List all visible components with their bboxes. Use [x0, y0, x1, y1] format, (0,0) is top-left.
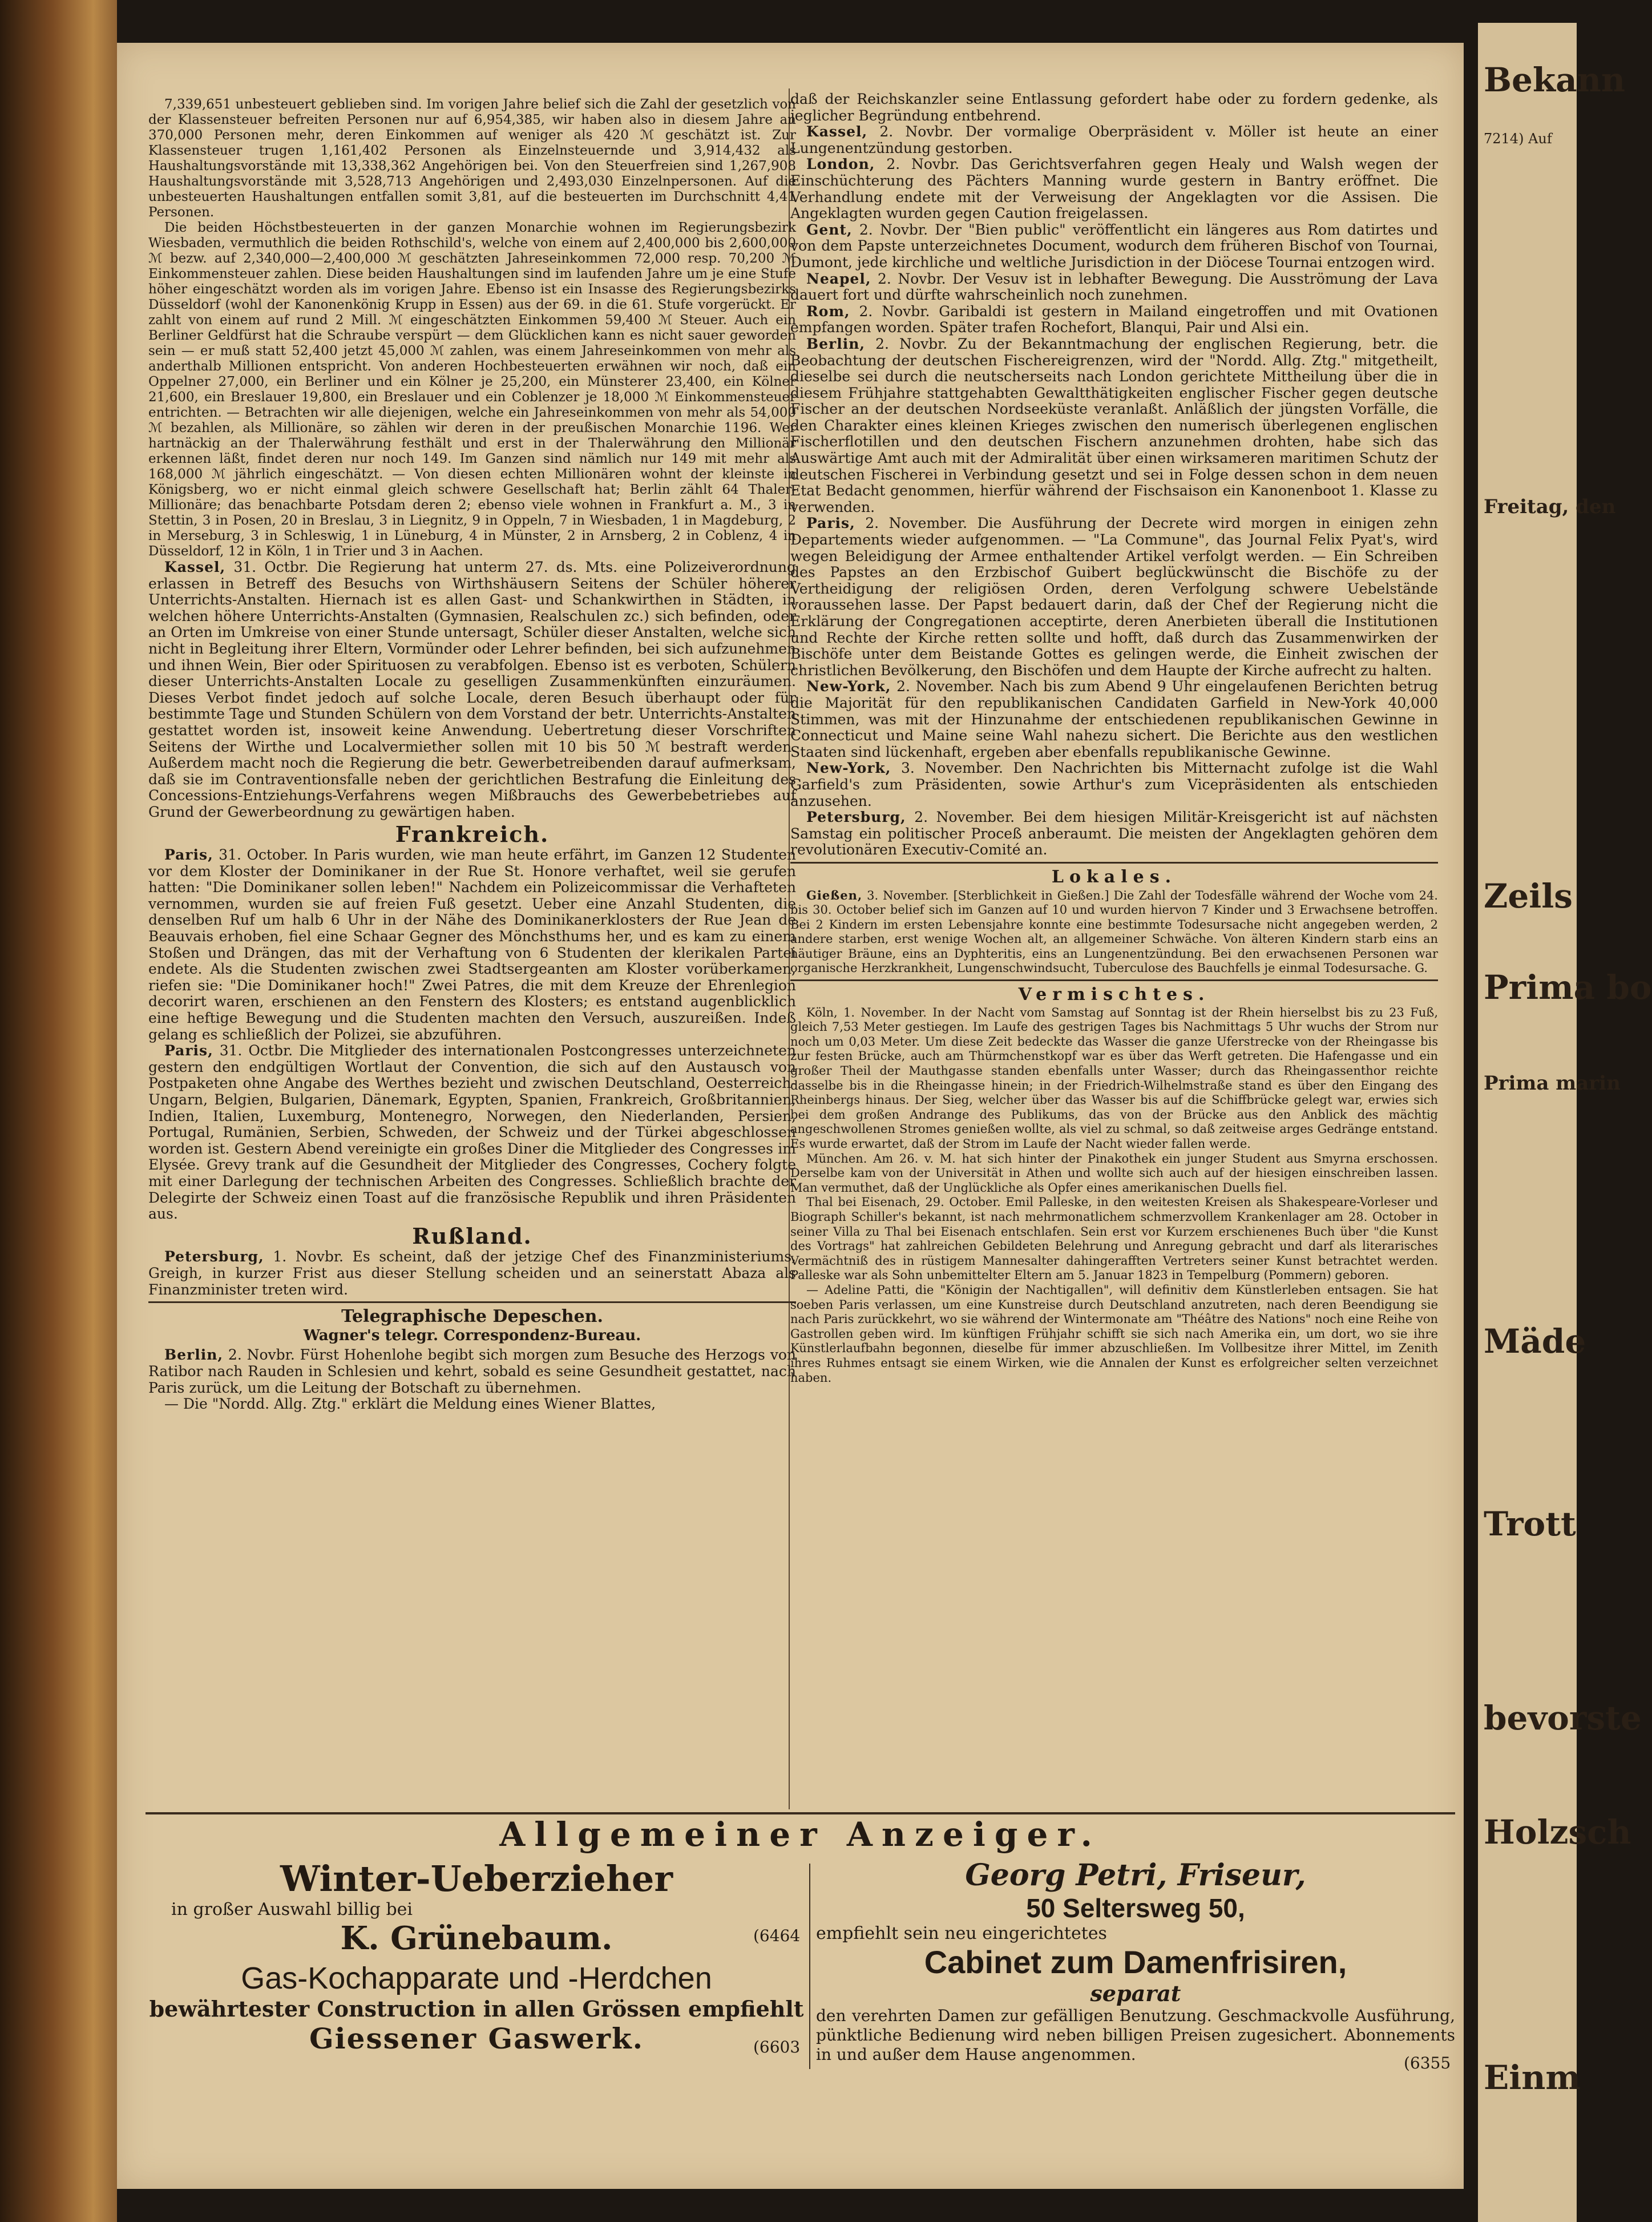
ad-subtitle: separat — [1090, 1981, 1181, 2006]
article-new-york — [790, 679, 1438, 760]
article-thal: Thal bei Eisenach, 29. October. Emil Palleske, in den weitesten Kreisen als Shakespeare-Vorleser und Biograph Schiller's bekannt, ist nach mehrmonatlichem schmerzvollem Krankenlager am 28. October in seiner Villa zu Thal bei Eisenach entschlafen. Sein erst vor Kurzem erschienenes Buch über "die Kunst des Vortrags" hat zahlreichen Gebildeten Belehrung und Anregung gebracht und darf als literarisches Vermächtniß des in rüstigem Mannesalter dahingerafften Vertreters seiner Kunst betrachtet werden. Palleske war als Sohn unbemittelter Eltern am 5. Januar 1823 in Tempelburg (Pommern) geboren. — [790, 1195, 1438, 1283]
article-new-york — [790, 760, 1438, 809]
section-heading-russland: Rußland. — [412, 1223, 532, 1249]
dateline-city: Neapel, — [806, 270, 871, 287]
article-paragraph: Die beiden Höchstbesteuerten in der ganzen Monarchie wohnen im Regierungsbezirk Wiesbaden, vermuthlich die beiden Rothschild's, welche von einem auf 2,400,000 bis 2,600,000 ℳ bezw. auf 2,340,000—2,400,000 ℳ geschätzten Jahreseinkommen 72,000 resp. 70,200 ℳ Einkommensteuer zahlen. Diese beiden Haushaltungen sind im laufenden Jahre um je eine Stufe höher eingeschätzt worden als im vorigen Jahre. Ebenso ist ein Insasse des Regierungsbezirks Düsseldorf (wohl der Kanonenkönig Krupp in Essen) aus der 69. in die 61. Stufe vorgerückt. Er zahlt von einem auf rund 2 Mill. ℳ eingeschätzten Einkommen 59,400 ℳ Steuer. Auch ein Berliner Geldfürst hat die Schraube verspürt — dem Glücklichen kann es nicht sauer geworden sein — er muß statt 52,400 jetzt 45,000 ℳ zahlen, was einem Jahreseinkommen von mehr als anderthalb Millionen entspricht. Von anderen Hochbesteuerten erwähnen wir noch, daß ein Oppelner 27,000, ein Berliner und ein Kölner je 25,200, ein Münsterer 23,400, ein Kölner 21,600, ein Breslauer 19,800, ein Breslauer und ein Coblenzer je 18,000 ℳ Einkommensteuer entrichten. — Betrachten wir alle diejenigen, welche ein Jahreseinkommen von mehr als 54,000 ℳ bezahlen, als Millionäre, so zählen wir deren in der preußischen Monarchie 1196. Wer hartnäckig an der Thalerwährung festhält und erst in der Thalerwährung den Millionär erkennen läßt, findet deren nur noch 149. Im Ganzen sind nämlich nur 149 mit mehr als 168,000 ℳ jährlich eingeschätzt. — Von diesen echten Millionären wohnt der kleinste in Königsberg, wo er nicht einmal gleich schwere Gesellschaft hat; Berlin zählt 64 Thaler-Millionäre; das benachbarte Potsdam deren 2; ebenso viele wohnen in Frankfurt a. M., 3 in Stettin, 3 in Posen, 20 in Breslau, 3 in Liegnitz, 9 in Oppeln, 7 in Wiesbaden, 1 in Magdeburg, 2 in Merseburg, 3 in Schleswig, 1 in Lüneburg, 4 in Münster, 2 in Arnsberg, 2 in Coblenz, 4 in Düsseldorf, 12 in Köln, 1 in Trier und 3 in Aachen. — [148, 220, 796, 559]
article-signature: G. — [1415, 961, 1428, 975]
ad-number: (6603 — [753, 2038, 801, 2056]
dateline-city: Kassel, — [806, 123, 868, 140]
section-heading-telegraph: Telegraphische Depeschen. — [341, 1306, 603, 1327]
adjacent-page-text: bevorste — [1484, 1699, 1642, 1737]
ad-text: bewährtester Construction in allen Grössen empfiehlt — [149, 1996, 804, 2022]
article-body: 2. Novbr. Das Gerichtsverfahren gegen Healy und Walsh wegen der Einschüchterung des Pächters Manning wurde gestern in Bantry eröffnet. Die Verhandlung endete mit der Verweisung der Angeklagten vor die Assisen. Die Angeklagten wurden gegen Caution freigelassen. — [790, 156, 1438, 222]
article-giessen — [790, 888, 1438, 977]
article-neapel — [790, 271, 1438, 304]
dateline-city: Rom, — [806, 303, 850, 320]
article-kassel — [148, 559, 796, 821]
article-koeln: Köln, 1. November. In der Nacht vom Samstag auf Sonntag ist der Rhein hierselbst bis zu 23 Fuß, gleich 7,53 Meter gestiegen. Im Laufe des gestrigen Tages bis Nachmittags 5 Uhr wuchs der Strom nur noch um 0,03 Meter. Um diese Zeit bedeckte das Wasser die ganze Uferstrecke von der Rheingasse bis zur festen Brücke, auch am Thürmchenstkopf war es über das Werft getreten. Die Hafengasse und ein großer Theil der Mauthgasse standen ebenfalls unter Wasser; durch das Rheingassenthor reichte dasselbe bis in die Rheingasse hinein; in der Friedrich-Wilhelmstraße stand es über den Eingang des Rheinbergs hinaus. Der Sieg, welcher über das Wasser bis auf die Schiffbrücke gelegt war, erwies sich bei dem großen Andrange des Publikums, das von der Brücke aus den Anblick des mächtig angeschwollenen Stromes genießen wollte, als viel zu schmal, so daß zeitweise arges Gedränge entstand. Es wurde erwartet, daß der Strom im Laufe der Nacht wieder fallen werde. — [790, 1005, 1438, 1151]
section-heading-frankreich: Frankreich. — [395, 821, 550, 847]
article-petersburg — [790, 809, 1438, 858]
dateline-city: Gießen, — [806, 888, 863, 902]
ad-number: (6355 — [1404, 2054, 1451, 2072]
article-paris — [148, 1043, 796, 1223]
dateline-city: Petersburg, — [164, 1248, 264, 1265]
ad-title: Cabinet zum Damenfrisiren, — [924, 1944, 1347, 1980]
article-continuation: daß der Reichskanzler seine Entlassung gefordert habe oder zu fordern gedenke, als jeglicher Begründung entbehrend. — [790, 91, 1438, 124]
telegraph-bureau: Wagner's telegr. Correspondenz-Bureau. — [303, 1326, 641, 1344]
article-body: 31. October. In Paris wurden, wie man heute erfährt, im Ganzen 12 Studenten vor dem Kloster der Dominikaner in der Rue St. Honore verhaftet, weil sie gerufen hatten: "Die Dominikaner sollen leben!" Nachdem ein Polizeicommissar die Verhafteten vernommen, wurden sie auf freien Fuß gesetzt. Ueber eine Anzahl Studenten, die denselben Ruf um halb 6 Uhr in der Nähe des Dominikanerklosters der Rue Jean de Beauvais erhoben, fiel eine Schaar Gegner des Mönchsthums her, und es kam zu einem Stoßen und Drängen, das mit der Verhaftung von 6 Studenten der klerikalen Partei endete. Als die Studenten zwischen zwei Stadtsergeanten am Kloster vorüberkamen, riefen sie: "Die Dominikaner hoch!" Zwei Patres, die mit dem Kreuze der Ehrenlegion decorirt waren, erschienen an den Fenstern des Klosters; es entstand augenblicklich eine heftige Bewegung und die Studenten machten den Versuch, auszureißen. Indeß gelang es schließlich der Polizei, sie abzuführen. — [148, 846, 796, 1043]
adjacent-page-text: Freitag, den — [1484, 495, 1616, 518]
dateline-city: London, — [806, 156, 875, 173]
ad-right — [816, 1858, 1455, 2064]
article-berlin — [148, 1347, 796, 1396]
dateline-city: Kassel, — [164, 559, 226, 575]
article-body: 1. Novbr. Es scheint, daß der jetzige Chef des Finanzministeriums, Greigh, in kurzer Frist aus dieser Stellung scheiden und an seinerstatt Abaza als Finanzminister treten wird. — [148, 1248, 796, 1298]
article-kassel — [790, 124, 1438, 156]
article-body: 3. November. Den Nachrichten bis Mitternacht zufolge ist die Wahl Garfield's zum Präsidenten, sowie Arthur's zum Vicepräsidenten als entschieden anzusehen. — [790, 760, 1438, 809]
article-petersburg — [148, 1249, 796, 1298]
ad-text: den verehrten Damen zur gefälligen Benutzung. Geschmackvolle Ausführung, pünktliche Bedienung wird neben billigen Preisen zugesichert. Abonnements in und außer dem Hause angenommen. — [816, 2006, 1455, 2064]
section-rule — [790, 979, 1438, 981]
article-continuation: — Die "Nordd. Allg. Ztg." erklärt die Meldung eines Wiener Blattes, — [164, 1396, 656, 1413]
article-muenchen: München. Am 26. v. M. hat sich hinter der Pinakothek ein junger Student aus Smyrna erschossen. Derselbe kam von der Universität in Athen und wollte sich auch auf der hiesigen einschreiben lassen. Man vermuthet, daß der Unglückliche als Opfer eines amerikanischen Duells fiel. — [790, 1151, 1438, 1195]
dateline-city: Berlin, — [164, 1346, 224, 1364]
ad-number: (6464 — [753, 1926, 801, 1945]
article-paris — [790, 515, 1438, 679]
ads-section-title: Allgemeiner Anzeiger. — [499, 1815, 1101, 1854]
ad-firm: Giessener Gaswerk. — [309, 2022, 644, 2055]
article-body: 2. Novbr. Der "Bien public" veröffentlicht ein längeres aus Rom datirtes und von dem Papste unterzeichnetes Document, wodurch dem früheren Bischof von Tournai, Dumont, jede kirchliche und weltliche Jurisdiction in der Diöcese Tournai entzogen wird. — [790, 221, 1438, 271]
section-heading-vermischtes: Vermischtes. — [1018, 985, 1210, 1005]
article-rom — [790, 304, 1438, 336]
article-body: 2. Novbr. Fürst Hohenlohe begibt sich morgen zum Besuche des Herzogs von Ratibor nach Rauden in Schlesien und kehrt, sobald es seine Gesundheit gestattet, nach Paris zurück, um die Leitung der Botschaft zu übernehmen. — [148, 1346, 796, 1396]
adjacent-page-text: Prima marin — [1484, 1072, 1621, 1095]
article-body: 2. November. Die Ausführung der Decrete wird morgen in einigen zehn Departements wieder aufgenommen. — "La Commune", das Journal Felix Pyat's, wird wegen Beleidigung der Armee enthaltender Artikel verfolgt werden. — Ein Schreiben des Papstes an den Erzbischof Guibert beglückwünscht die Bischöfe zu der Vertheidigung der religiösen Orden, deren Verfolgung schwere Uebelstände voraussehen lasse. Der Papst bedauert darin, daß der Chef der Regierung nicht die Erklärung der Congregationen acceptirte, deren Anerbieten überall die Institutionen und Rechte der Kirche retten sollte und hofft, daß durch das Zusammenwirken der Bischöfe unter dem Beistande Gottes es gelingen werde, die Einheit zwischen der christlichen Bevölkerung, den Bischöfen und dem Haupte der Kirche aufrecht zu halten. — [790, 515, 1438, 679]
adjacent-page-text: Einm — [1484, 2058, 1581, 2097]
dateline-city: New-York, — [806, 678, 891, 695]
adjacent-page-text: Holzsch — [1484, 1813, 1631, 1852]
dateline-city: Petersburg, — [806, 809, 906, 826]
adjacent-page-edge — [1478, 23, 1652, 2222]
article-london — [790, 156, 1438, 221]
article-gent — [790, 222, 1438, 271]
article-paragraph: 7,339,651 unbesteuert geblieben sind. Im vorigen Jahre belief sich die Zahl der gesetzlich von der Klassensteuer befreiten Personen nur auf 6,954,385, wir haben also in diesem Jahre an 370,000 Personen mehr, deren Einkommen auf weniger als 420 ℳ geschätzt ist. Zur Klassensteuer trugen 1,161,402 Personen als Einzelnsteuernde und 3,914,432 als Haushaltungsvorstände mit 13,338,362 Angehörigen bei. Von den Steuerfreien sind 1,267,908 Haushaltungsvorstände mit 3,528,713 Angehörigen und 2,493,030 Einzelnpersonen. Auf die unbesteuerten Haushaltungen entfallen somit 3,81, auf die besteuerten im Durchschnitt 4,41 Personen. — [148, 97, 796, 220]
ad-address: 50 Seltersweg 50, — [1026, 1893, 1245, 1923]
book-spine — [0, 0, 117, 2222]
left-column — [148, 97, 796, 1413]
article-body: 2. November. Bei dem hiesigen Militär-Kreisgericht ist auf nächsten Samstag ein politischer Proceß anberaumt. Die meisten der Angeklagten gehören dem revolutionären Executiv-Comité an. — [790, 809, 1439, 858]
article-patti: — Adeline Patti, die "Königin der Nachtigallen", will definitiv dem Künstlerleben entsagen. Sie hat soeben Paris verlassen, um eine Kunstreise durch Deutschland anzutreten, nach deren Beendigung sie nach Paris zurückkehrt, wo sie während der Wintermonate am "Théâtre des Nations" noch eine Reihe von Gastrollen geben wird. Im künftigen Frühjahr schifft sie sich nach Amerika ein, um dort, wo sie ihre Künstlerlaufbahn begonnen, dieselbe für immer abzuschließen. Im Vollbesitze ihrer Mittel, im Zenith ihres Ruhmes entsagt sie einem Wirken, wie die Annalen der Kunst es erfolgreicher selten verzeichnet haben. — [790, 1283, 1438, 1385]
ad-title: Gas-Kochapparate und -Herdchen — [241, 1961, 712, 1995]
ad-title: Winter-Ueberzieher — [280, 1858, 673, 1900]
ads-divider — [809, 1864, 810, 2069]
section-rule — [148, 1301, 796, 1303]
article-body: 2. November. Nach bis zum Abend 9 Uhr eingelaufenen Berichten betrug die Majorität für den republikanischen Candidaten Garfield in New-York 40,000 Stimmen, was mit der Hinzunahme der entschiedenen republikanischen Gewinne in Connecticut und Maine seine Wahl nahezu sichert. Die Berichte aus den westlichen Staaten sind lückenhaft, ergeben aber ebenfalls republikanische Gewinne. — [790, 678, 1438, 760]
article-body: 3. November. [Sterblichkeit in Gießen.] Die Zahl der Todesfälle während der Woche vom 24. bis 30. October belief sich im Ganzen auf 10 und wurden hiervon 7 Kinder und 3 Erwachsene betroffen. Bei 2 Kindern im ersten Lebensjahre konnte eine bestimmte Todesursache nicht angegeben werden, 2 andere starben, erst wenige Wochen alt, an allgemeiner Schwäche. Von älteren Kindern starb eins an häutiger Bräune, eins an Dyphteritis, eins an Lungenentzündung. Bei den erwachsenen Personen war organische Herzkrankheit, Lungenschwindsucht, Tuberculose des Bauchfells je einmal Todesursache. — [790, 888, 1438, 975]
dateline-city: Berlin, — [806, 335, 866, 352]
adjacent-page-text: Mäde — [1484, 1322, 1586, 1361]
ads-top-rule — [146, 1812, 1455, 1814]
dateline-city: Paris, — [164, 1042, 213, 1059]
section-heading-lokales: Lokales. — [1051, 866, 1177, 887]
adjacent-page-text: Bekann — [1484, 61, 1626, 99]
article-body: 2. Novbr. Garibaldi ist gestern in Mailand eingetroffen und mit Ovationen empfangen worden. Später trafen Rochefort, Blanqui, Pair und Alsi ein. — [790, 303, 1438, 336]
article-body: 31. Octbr. Die Mitglieder des internationalen Postcongresses unterzeichneten gestern den endgültigen Wortlaut der Convention, die sich auf den Austausch von Postpaketen ohne Angabe des Werthes bezieht und zwischen Deutschland, Oesterreich-Ungarn, Belgien, Bulgarien, Dänemark, Egypten, Spanien, Frankreich, Großbritannien, Indien, Italien, Luxemburg, Montenegro, Norwegen, den Niederlanden, Persien, Portugal, Rumänien, Serbien, Schweden, der Schweiz und der Türkei abgeschlossen worden ist. Gestern Abend vereinigte ein großes Diner die Mitglieder des Congresses im Elysée. Grevy trank auf die Gesundheit der Mitglieder des Congresses, Cochery folgte mit einer Darlegung der technischen Arbeiten des Congresses. Schließlich brachte der Delegirte der Schweiz einen Toast auf die französische Republik und ihren Präsidenten aus. — [148, 1042, 796, 1223]
dateline-city: Paris, — [806, 515, 855, 532]
dateline-city: Gent, — [806, 221, 853, 238]
adjacent-page-text: Zeils — [1484, 877, 1573, 916]
dateline-city: New-York, — [806, 760, 891, 777]
ad-merchant: K. Grünebaum. — [340, 1919, 613, 1957]
article-paris — [148, 847, 796, 1043]
article-body: 31. Octbr. Die Regierung hat unterm 27. ds. Mts. eine Polizeiverordnung erlassen in Betreff des Besuchs von Wirthshäusern Seitens der Schüler höherer Unterrichts-Anstalten. Hiernach ist es allen Gast- und Schankwirthen in Städten, in welchen höhere Unterrichts-Anstalten (Gymnasien, Realschulen zc.) sich befinden, oder an Orten im Umkreise von einer Stunde untersagt, Schüler dieser Anstalten, welche sich nicht in Begleitung ihrer Eltern, Vormünder oder Lehrer befinden, bei sich aufzunehmen und ihnen Wein, Bier oder Spirituosen zu verabfolgen. Ebenso ist es verboten, Schülern dieser Unterrichts-Anstalten Locale zu geselligen Zusammenkünften einzuräumen. Dieses Verbot findet jedoch auf solche Locale, deren Besuch überhaupt oder für bestimmte Tage und Stunden Schülern von dem Vorstand der betr. Unterrichts-Anstalten gestattet worden ist, insoweit keine Anwendung. Uebertretung dieser Vorschriften Seitens der Wirthe und Localvermiether sollen mit 10 bis 50 ℳ bestraft werden. Außerdem macht noch die Regierung die betr. Gewerbetreibenden darauf aufmerksam, daß sie im Contraventionsfalle neben der gerichtlichen Bestrafung die Einleitung des Concessions-Entziehungs-Verfahrens wegen Mißbrauchs des Gewerbebetriebes auf Grund der Gewerbeordnung zu gewärtigen haben. — [148, 559, 797, 820]
article-body: 2. Novbr. Der Vesuv ist in lebhafter Bewegung. Die Ausströmung der Lava dauert fort und dürfte wahrscheinlich noch zunehmen. — [790, 270, 1438, 304]
dateline-city: Paris, — [164, 846, 213, 864]
ad-title: Georg Petri, Friseur, — [965, 1858, 1306, 1893]
adjacent-page-text: Trott — [1484, 1505, 1576, 1543]
ad-left — [148, 1858, 805, 2055]
article-berlin — [790, 336, 1438, 516]
adjacent-page-text: Prima bo — [1484, 968, 1652, 1007]
article-body: 2. Novbr. Der vormalige Oberpräsident v. Möller ist heute an einer Lungenentzündung gestorben. — [790, 123, 1438, 156]
article-body: 2. Novbr. Zu der Bekanntmachung der englischen Regierung, betr. die Beobachtung der deutschen Fischereigrenzen, wird der "Nordd. Allg. Ztg." mitgetheilt, dieselbe sei durch die neutscherseits nach London gerichtete Mittheilung über die in diesem Frühjahre stattgehabten Gewaltthätigkeiten englischer Fischer gegen deutsche Fischer an der deutschen Nordseeküste veranlaßt. Anläßlich der jüngsten Vorfälle, die den Charakter eines kleinen Krieges zwischen den numerisch überlegenen englischen Fischerflotillen und den deutschen Fischern anzunehmen drohten, habe sich das Auswärtige Amt auch mit der Admiralität über einen wirksameren maritimen Schutz der deutschen Fischerei in Verbindung gesetzt und sei in Folge dessen schon in dem neuen Etat Bedacht genommen, hierfür während der Fischsaison ein Kanonenboot 1. Klasse zu verwenden. — [790, 335, 1438, 515]
adjacent-page-text: 7214) Auf — [1484, 131, 1552, 147]
section-rule — [790, 862, 1438, 864]
right-column — [790, 91, 1438, 1385]
ad-text: in großer Auswahl billig bei — [171, 1900, 413, 1919]
ad-text: empfiehlt sein neu eingerichtetes — [816, 1923, 1107, 1943]
